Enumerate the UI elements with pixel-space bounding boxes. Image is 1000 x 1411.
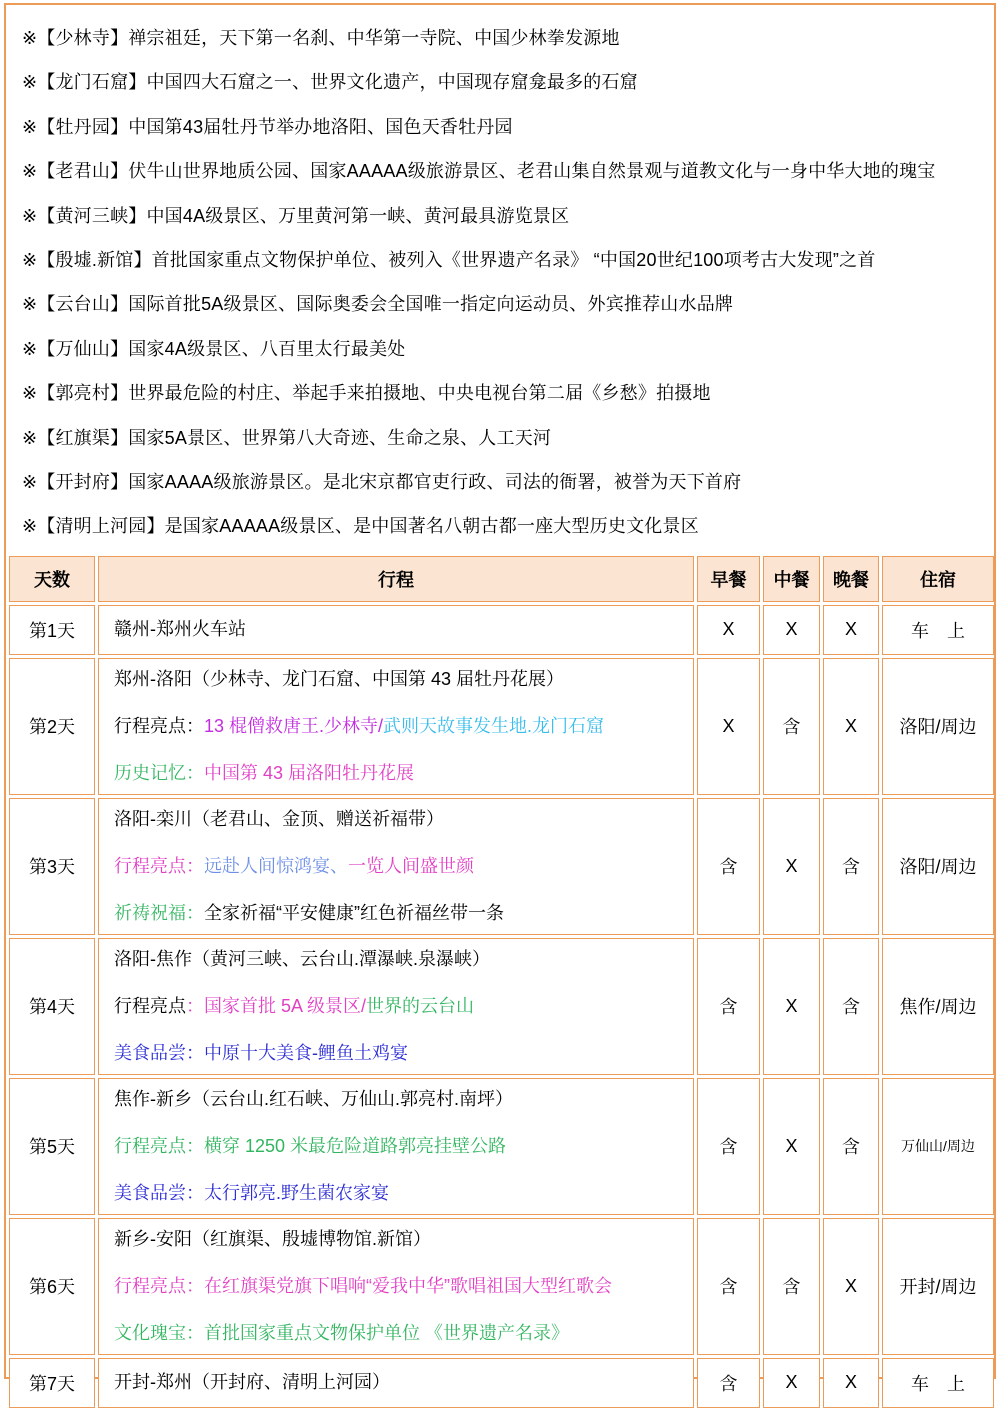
itinerary-text-segment: 洛阳-栾川（老君山、金顶、赠送祈福带） bbox=[114, 808, 444, 829]
lunch-cell: X bbox=[763, 605, 820, 655]
itinerary-text-segment: 洛阳-焦作（黄河三峡、云台山.潭瀑峡.泉瀑峡） bbox=[114, 948, 490, 969]
attraction-line: ※【少林寺】禅宗祖廷，天下第一名刹、中华第一寺院、中国少林拳发源地 bbox=[22, 28, 620, 48]
breakfast-cell: 含 bbox=[697, 1078, 760, 1215]
itinerary-line bbox=[114, 994, 693, 1019]
attraction-line: ※【开封府】国家AAAA级旅游景区。是北宋京都官吏行政、司法的衙署，被誉为天下首府 bbox=[22, 472, 742, 493]
dinner-cell: X bbox=[823, 1358, 879, 1408]
itinerary-cell bbox=[98, 798, 694, 935]
day-cell: 第5天 bbox=[9, 1078, 95, 1215]
stay-cell: 焦作/周边 bbox=[882, 938, 994, 1075]
header-breakfast: 早餐 bbox=[697, 556, 760, 602]
breakfast-cell: 含 bbox=[697, 1218, 760, 1355]
itinerary-text-segment: 世界的云台山 bbox=[366, 995, 475, 1016]
table-row bbox=[9, 798, 994, 935]
lunch-cell: X bbox=[763, 1358, 820, 1408]
header-stay: 住宿 bbox=[882, 556, 994, 602]
lunch-cell: 含 bbox=[763, 658, 820, 795]
itinerary-cell bbox=[98, 1358, 694, 1408]
itinerary-line bbox=[114, 947, 693, 972]
attraction-line: ※【云台山】国际首批5A级景区、国际奥委会全国唯一指定向运动员、外宾推荐山水品牌 bbox=[22, 294, 734, 315]
itinerary-line bbox=[114, 667, 693, 692]
itinerary-text-segment: 行程亮点 bbox=[114, 995, 186, 1016]
itinerary-text-segment: 赣州-郑州火车站 bbox=[114, 619, 246, 640]
table-row bbox=[9, 605, 994, 655]
breakfast-cell: 含 bbox=[697, 938, 760, 1075]
attraction-line: ※【红旗渠】国家5A景区、世界第八大奇迹、生命之泉、人工天河 bbox=[22, 427, 552, 448]
itinerary-line bbox=[114, 901, 693, 926]
stay-cell: 车 上 bbox=[882, 1358, 994, 1408]
stay-cell: 洛阳/周边 bbox=[882, 658, 994, 795]
attraction-line: ※【清明上河园】是国家AAAAA级景区、是中国著名八朝古都一座大型历史文化景区 bbox=[22, 516, 699, 537]
breakfast-cell: 含 bbox=[697, 1358, 760, 1408]
day-cell: 第3天 bbox=[9, 798, 95, 935]
header-itinerary: 行程 bbox=[98, 556, 694, 602]
itinerary-text-segment: 开封-郑州（开封府、清明上河园） bbox=[114, 1372, 390, 1393]
table-row bbox=[9, 938, 994, 1075]
attraction-line: ※【老君山】伏牛山世界地质公园、国家AAAAA级旅游景区、老君山集自然景观与道教文化与一身中华大地的瑰宝 bbox=[22, 161, 936, 182]
itinerary-text-segment: 13 棍僧救唐王.少林寺/ bbox=[204, 715, 384, 736]
itinerary-text-segment: 行程亮点：在红旗渠党旗下唱响“爱我中华”歌唱祖国大型红歌会 bbox=[114, 1275, 612, 1296]
dinner-cell: X bbox=[823, 605, 879, 655]
dinner-cell: 含 bbox=[823, 1078, 879, 1215]
table-row bbox=[9, 1358, 994, 1408]
day-cell: 第7天 bbox=[9, 1358, 95, 1408]
header-dinner: 晚餐 bbox=[823, 556, 879, 602]
itinerary-line bbox=[114, 1134, 693, 1159]
day-cell: 第6天 bbox=[9, 1218, 95, 1355]
itinerary-text-segment: 远赴人间惊鸿宴、 bbox=[204, 855, 348, 876]
itinerary-text-segment: 历史记忆： bbox=[114, 762, 204, 783]
day-cell: 第4天 bbox=[9, 938, 95, 1075]
itinerary-text-segment: 行程亮点： bbox=[114, 855, 204, 876]
stay-cell: 车 上 bbox=[882, 605, 994, 655]
dinner-cell: 含 bbox=[823, 938, 879, 1075]
itinerary-text-segment: 中国第 43 届洛阳牡丹花展 bbox=[204, 762, 415, 783]
itinerary-line bbox=[114, 1181, 693, 1206]
breakfast-cell: X bbox=[697, 658, 760, 795]
day-cell: 第2天 bbox=[9, 658, 95, 795]
itinerary-text-segment: 全家祈福“平安健康”红色祈福丝带一条 bbox=[204, 902, 504, 923]
itinerary-table-body bbox=[9, 605, 994, 1408]
stay-cell: 万仙山/周边 bbox=[882, 1078, 994, 1215]
lunch-cell: X bbox=[763, 1078, 820, 1215]
table-header-row bbox=[9, 556, 994, 602]
attraction-line: ※【殷墟.新馆】首批国家重点文物保护单位、被列入《世界遗产名录》 “中国20世纪100项考古大发现”之首 bbox=[22, 250, 876, 271]
itinerary-text-segment: 武则天故事发生地.龙门石窟 bbox=[383, 715, 605, 736]
itinerary-line bbox=[114, 807, 693, 832]
itinerary-cell bbox=[98, 1078, 694, 1215]
document bbox=[4, 3, 996, 1394]
header-lunch: 中餐 bbox=[763, 556, 820, 602]
header-days: 天数 bbox=[9, 556, 95, 602]
itinerary-line bbox=[114, 617, 693, 642]
lunch-cell: X bbox=[763, 938, 820, 1075]
itinerary-line bbox=[114, 1370, 693, 1395]
itinerary-line bbox=[114, 1274, 693, 1299]
stay-cell: 开封/周边 bbox=[882, 1218, 994, 1355]
itinerary-line bbox=[114, 854, 693, 879]
itinerary-line bbox=[114, 714, 693, 739]
attraction-line: ※【郭亮村】世界最危险的村庄、举起手来拍摄地、中央电视台第二届《乡愁》拍摄地 bbox=[22, 383, 711, 404]
stay-cell: 洛阳/周边 bbox=[882, 798, 994, 935]
lunch-cell: 含 bbox=[763, 1218, 820, 1355]
itinerary-line bbox=[114, 1087, 693, 1112]
table-row bbox=[9, 1078, 994, 1215]
attraction-line: ※【黄河三峡】中国4A级景区、万里黄河第一峡、黄河最具游览景区 bbox=[22, 205, 570, 226]
itinerary-line bbox=[114, 1321, 693, 1346]
itinerary-text-segment: 美食品尝：中原十大美食-鲤鱼土鸡宴 bbox=[114, 1042, 408, 1063]
itinerary-text-segment: 文化瑰宝：首批国家重点文物保护单位 《世界遗产名录》 bbox=[114, 1322, 569, 1343]
itinerary-line bbox=[114, 761, 693, 786]
dinner-cell: X bbox=[823, 658, 879, 795]
breakfast-cell: 含 bbox=[697, 798, 760, 935]
attraction-line: ※【牡丹园】中国第43届牡丹节举办地洛阳、国色天香牡丹园 bbox=[22, 116, 513, 137]
itinerary-text-segment: 焦作-新乡（云台山.红石峡、万仙山.郭亮村.南坪） bbox=[114, 1088, 513, 1109]
breakfast-cell: X bbox=[697, 605, 760, 655]
table-row bbox=[9, 1218, 994, 1355]
lunch-cell: X bbox=[763, 798, 820, 935]
itinerary-table bbox=[6, 553, 997, 1411]
itinerary-cell bbox=[98, 1218, 694, 1355]
itinerary-cell bbox=[98, 938, 694, 1075]
itinerary-text-segment: 祈祷祝福： bbox=[114, 902, 204, 923]
dinner-cell: X bbox=[823, 1218, 879, 1355]
itinerary-line bbox=[114, 1227, 693, 1252]
itinerary-text-segment: 行程亮点： bbox=[114, 715, 204, 736]
table-row bbox=[9, 658, 994, 795]
itinerary-text-segment: ：国家首批 5A 级景区/ bbox=[186, 995, 367, 1016]
itinerary-text-segment: 新乡-安阳（红旗渠、殷墟博物馆.新馆） bbox=[114, 1228, 431, 1249]
itinerary-line bbox=[114, 1041, 693, 1066]
day-cell: 第1天 bbox=[9, 605, 95, 655]
itinerary-text-segment: 美食品尝：太行郭亮.野生菌农家宴 bbox=[114, 1182, 389, 1203]
itinerary-text-segment: 郑州-洛阳（少林寺、龙门石窟、中国第 43 届牡丹花展） bbox=[114, 668, 565, 689]
intro-section bbox=[6, 5, 994, 553]
itinerary-text-segment: 行程亮点：横穿 1250 米最危险道路郭亮挂壁公路 bbox=[114, 1135, 507, 1156]
attraction-line: ※【万仙山】国家4A级景区、八百里太行最美处 bbox=[22, 338, 406, 359]
dinner-cell: 含 bbox=[823, 798, 879, 935]
itinerary-cell bbox=[98, 658, 694, 795]
itinerary-cell bbox=[98, 605, 694, 655]
attraction-line: ※【龙门石窟】中国四大石窟之一、世界文化遗产，中国现存窟龛最多的石窟 bbox=[22, 72, 638, 93]
itinerary-text-segment: 一览人间盛世颜 bbox=[348, 855, 474, 876]
